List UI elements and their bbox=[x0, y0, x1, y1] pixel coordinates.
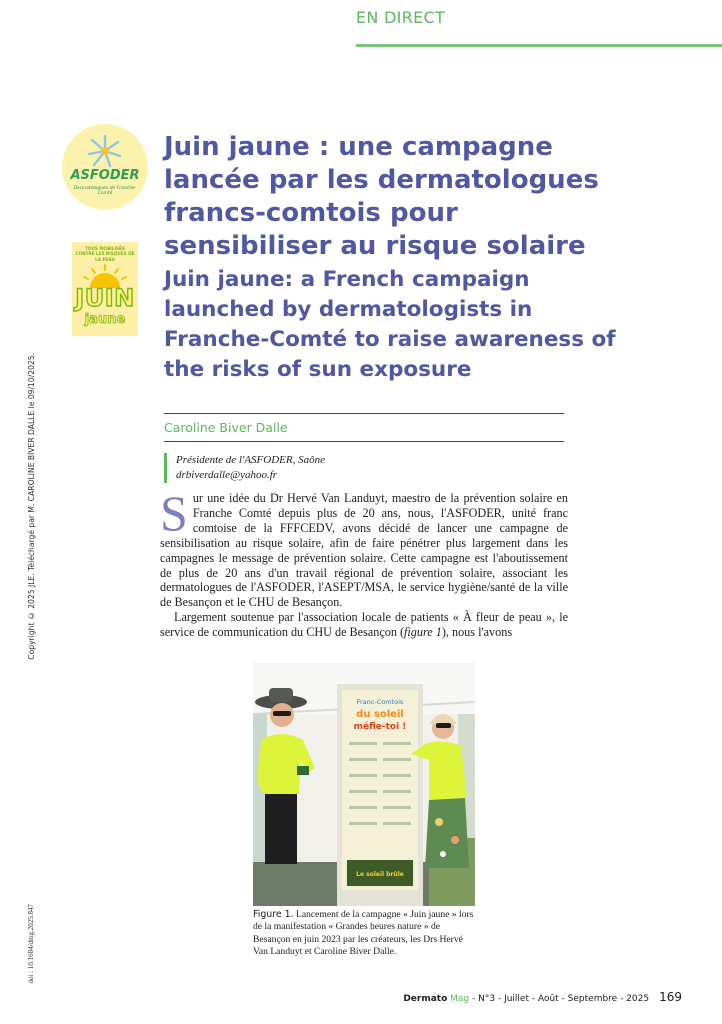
footer-journal bbox=[403, 994, 649, 1004]
author-rule-bottom bbox=[164, 441, 564, 442]
author-rule-top bbox=[164, 413, 564, 414]
page-footer bbox=[403, 990, 682, 1004]
footer-issue: - N°3 - Juillet - Août - Septembre - 2025 bbox=[472, 994, 650, 1004]
poster-bottom: Le soleil brûle bbox=[356, 871, 404, 878]
figure-caption bbox=[253, 909, 478, 959]
figure-photo bbox=[253, 662, 475, 906]
paragraph-2-end: ), nous l'avons bbox=[441, 625, 513, 640]
author-email: drbiverdalle@yahoo.fr bbox=[176, 469, 278, 481]
poster-line-3: méfie-toi ! bbox=[353, 722, 407, 732]
figure-reference: figure 1 bbox=[404, 625, 442, 640]
page-number: 169 bbox=[659, 990, 682, 1004]
journal-name-mag: Mag bbox=[450, 994, 470, 1004]
asfoder-tagline: Dermatologues de Franche-Comté bbox=[73, 186, 137, 196]
juin-jaune-logo bbox=[72, 242, 138, 336]
asfoder-swirl-icon bbox=[84, 132, 126, 170]
section-label: EN DIRECT bbox=[356, 8, 446, 27]
side-copyright bbox=[24, 353, 38, 660]
paragraph-2 bbox=[160, 610, 568, 640]
journal-name: Dermato bbox=[403, 994, 448, 1004]
article-body bbox=[160, 485, 568, 640]
jaune-word: jaune bbox=[84, 312, 126, 327]
caption-label: Figure 1. bbox=[253, 909, 294, 920]
poster-line-1: Franc-Comtois bbox=[356, 698, 404, 706]
affiliation: Présidente de l'ASFODER, Saône bbox=[176, 454, 325, 466]
drop-cap: S bbox=[160, 485, 188, 541]
juin-logo-top-text: TOUS MOBILISÉS CONTRE LES RISQUES DE LA PEAU bbox=[75, 246, 135, 262]
copyright-text: Copyright © 2025 JLE. Téléchargé par M. CAROLINE BIVER DALLE le 09/10/2025. bbox=[26, 353, 36, 660]
doi-text: doi : 10.1684/dmg.2025.847 bbox=[27, 904, 35, 984]
author-name: Caroline Biver Dalle bbox=[164, 420, 288, 435]
paragraph-1-text: ur une idée du Dr Hervé Van Landuyt, maestro de la prévention solaire en Franche Comté depuis plus de 20 ans, nous, l'ASFODER, unité franc comtoise de la FFFCEDV, avons décidé de lancer une campagne de sensibilisation au risque solaire, afin de faire pénétrer plus largement dans les campagnes le message de prévention solaire. Cette campagne est l'aboutissement de plus de 20 ans d'un travail régional de prévention solaire, associant les dermatologues de l'ASFODER, l'ASEPT/MSA, le service hygiène/santé de la ville de Besançon et le CHU de Besançon. bbox=[160, 491, 568, 610]
paragraph-1 bbox=[160, 485, 568, 610]
asfoder-name: ASFODER bbox=[70, 168, 140, 183]
poster-line-2: du soleil bbox=[356, 709, 404, 720]
article-title-en: Juin jaune: a French campaign launched by dermatologists in Franche-Comté to raise awareness of the risks of sun exposure bbox=[164, 267, 616, 382]
paragraph-2-start: Largement soutenue par l'association locale de patients « À fleur de peau », le service de communication du CHU de Besançon ( bbox=[160, 610, 568, 640]
juin-word: JUIN bbox=[75, 284, 135, 312]
side-doi bbox=[24, 860, 38, 984]
section-rule bbox=[356, 44, 722, 47]
figure-photo-illustration bbox=[253, 662, 475, 906]
asfoder-logo bbox=[62, 124, 148, 210]
caption-text: Lancement de la campagne « Juin jaune » lors de la manifestation « Grandes heures nature » de Besançon en juin 2023 par les créateurs, les Drs Hervé Van Landuyt et Caroline Biver Dalle. bbox=[253, 909, 474, 958]
affiliation-block bbox=[164, 453, 325, 483]
article-title-fr: Juin jaune : une campagne lancée par les dermatologues francs-comtois pour sensibiliser au risque solaire bbox=[164, 132, 599, 261]
